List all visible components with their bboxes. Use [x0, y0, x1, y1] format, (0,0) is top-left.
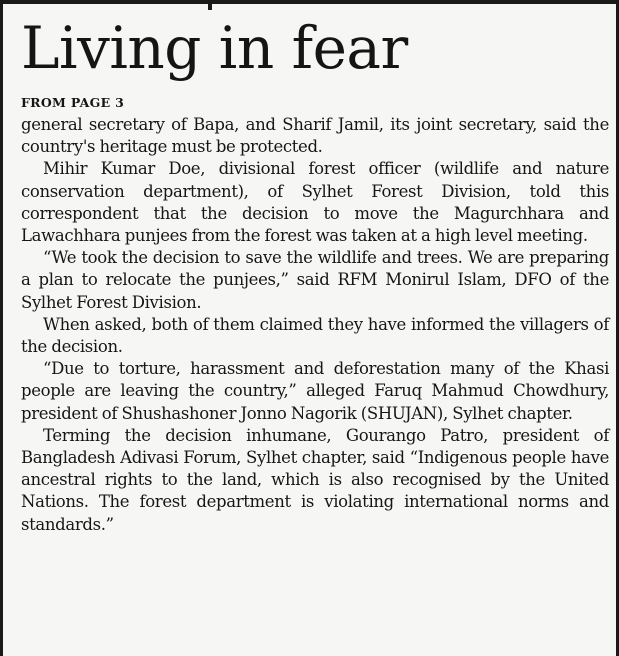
paragraph-dfo-quote: “We took the decision to save the wildlife and trees. We are preparing a plan to relocate the punjees,” said RFM Monirul Islam, DFO of the Sylhet Forest Division. [21, 248, 609, 312]
jump-line: FROM PAGE 3 [21, 95, 125, 110]
paragraph-adivasi-forum: Terming the decision inhumane, Gourango Patro, president of Bangladesh Adivasi Forum, Sylhet chapter, said “Indigenous people have ancestral rights to the land, which is also recognised by the United Nations. The forest department is violating international norms and standards.” [21, 425, 609, 534]
paragraph-forest-officer: Mihir Kumar Doe, divisional forest officer (wildlife and nature conservation department), of Sylhet Forest Division, told this correspondent that the decision to move the Magurchhara and Lawachhara punjees from the forest was taken at a high level meeting. [21, 159, 609, 246]
paragraph-shujan-quote: “Due to torture, harassment and deforestation many of the Khasi people are leaving the country,” alleged Faruq Mahmud Chowdhury, president of Shushashoner Jonno Nagorik (SHUJAN), Sylhet chapter. [21, 359, 609, 423]
top-border-rule [3, 0, 616, 4]
headline: Living in fear [21, 14, 408, 82]
column-marker [208, 0, 212, 10]
paragraph-continuation: general secretary of Bapa, and Sharif Jamil, its joint secretary, said the country's heritage must be protected. [21, 115, 609, 157]
paragraph-villagers: When asked, both of them claimed they have informed the villagers of the decision. [21, 314, 609, 357]
article-body [21, 114, 609, 536]
